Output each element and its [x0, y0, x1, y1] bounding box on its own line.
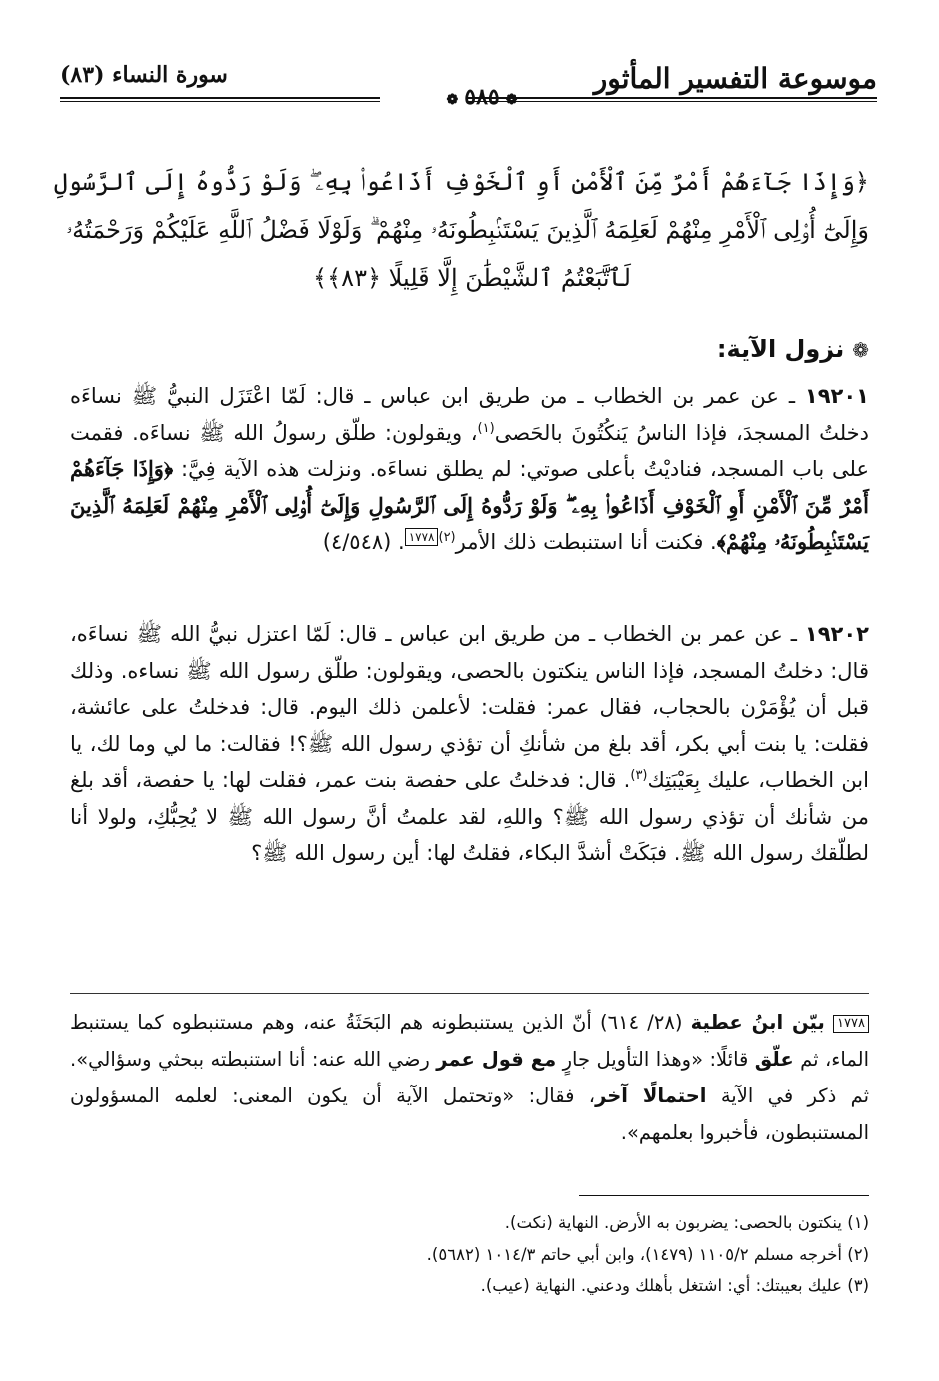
reference-box: ١٧٧٨	[405, 528, 439, 546]
page-number-value: ٥٨٥	[464, 84, 500, 110]
footnote: (٣) عليك بعيبتك: أي: اشتغل بأهلك ودعني. النهاية (عيب).	[480, 1276, 869, 1295]
book-title: موسوعة التفسير المأثور	[593, 62, 877, 95]
narration-text: ـ عن عمر بن الخطاب ـ من طريق ابن عباس ـ قال: لَمّا اعْتَزَل النبيُّ ﷺ نساءَه دخلتُ المسجدَ، فإذا الناسُ يَنكُتُونَ بالحَصى	[70, 384, 869, 445]
ornament-icon: ❁	[446, 92, 459, 108]
commentary-text: ، فقال: «وتحتمل الآية أن يكون المعنى: لعلمه المسؤولون المستنبطون، فأخبروا بعلمهم».	[70, 1084, 869, 1144]
footnote-marker: (٢)	[438, 530, 456, 545]
commentary-author: بيّن ابنُ عطية	[690, 1011, 825, 1034]
verse-line: وَإِلَىٰٓ أُو۟لِى ٱلْأَمْرِ مِنْهُمْ لَعَلِمَهُ ٱلَّذِينَ يَسْتَنۢبِطُونَهُۥ مِنْهُمْ ۗ وَلَوْلَا فَضْلُ ٱللَّهِ عَلَيْكُمْ وَرَحْمَتُهُۥ	[66, 216, 869, 244]
footnotes-divider	[579, 1195, 869, 1196]
verse-line: لَٱتَّبَعْتُمُ ٱلشَّيْطَٰنَ إِلَّا قَلِيلًا ﴿٨٣﴾﴾	[313, 264, 631, 292]
narration-number: ١٩٢٠٢	[804, 622, 869, 646]
reference-box: ١٧٧٨	[833, 1015, 869, 1033]
narration	[70, 616, 869, 872]
verse-line: ﴿وَإِذَا جَآءَهُمْ أَمْرٌ مِّنَ ٱلْأَمْنِ أَوِ ٱلْخَوْفِ أَذَاعُوا۟ بِهِۦ ۖ وَلَوْ رَدُّوهُ إِلَى ٱلرَّسُولِ	[53, 168, 869, 196]
footnote-marker: (١)	[477, 420, 495, 436]
commentary-bold: احتمالًا آخر	[595, 1084, 707, 1107]
footnote: (١) ينكتون بالحصى: يضربون به الأرض. النهاية (نكت).	[504, 1213, 869, 1232]
page-header	[60, 52, 877, 112]
ornament-icon: ❁	[505, 92, 518, 108]
commentary-bold: علّق	[754, 1047, 794, 1071]
narration-text: ـ عن عمر بن الخطاب ـ من طريق ابن عباس ـ قال: لَمّا اعتزل نبيُّ الله ﷺ نساءَه، قال: دخلتُ المسجد، فإذا الناس ينكتون بالحصى، ويقولون: طلّق رسول الله ﷺ نساءه. وذلك قبل أن يُؤْمَرْن بالحجاب، فقال عمر: فقلت: لأعلمن ذلك اليوم. قال: فدخلتُ على عائشة، فقلت: يا بنت أبي بكر، أقد بلغ من شأنكِ أن تؤذي رسول الله ﷺ؟! فقالت: ما لي وما لك، يا ابن الخطاب، عليك بِعَيْبَتِك	[70, 622, 869, 792]
commentary	[70, 1005, 869, 1151]
commentary-text: رضي الله عنه: أنا استنبطته ببحثي وسؤالي». ثم ذكر في الآية	[70, 1047, 869, 1107]
citation: . (٤/٥٤٨)	[322, 530, 405, 554]
quran-verse	[53, 158, 869, 302]
flower-icon: ❁	[852, 338, 869, 362]
narration-text: . قال: فدخلتُ على حفصة بنت عمر، فقلت لها: يا حفصة، أقد بلغ من شأنك أن تؤذي رسول الله ﷺ؟ واللهِ، لقد علمتُ أنَّ رسول الله ﷺ لا يُحِبُّكِ، ولولا أنا لطلّقك رسول الله ﷺ. فبَكَتْ أشدَّ البكاء، فقلتُ لها: أين رسول الله ﷺ؟	[70, 768, 869, 865]
footnotes	[70, 1207, 869, 1302]
quran-quote: ﴿وَإِذَا جَآءَهُمْ أَمْرٌ مِّنَ ٱلْأَمْنِ أَوِ ٱلْخَوْفِ أَذَاعُوا۟ بِهِۦ ۖ وَلَوْ رَدُّوهُ إِلَى ٱلرَّسُولِ وَإِلَىٰٓ أُو۟لِى ٱلْأَمْرِ مِنْهُمْ لَعَلِمَهُ ٱلَّذِينَ يَسْتَنۢبِطُونَهُۥ مِنْهُمْ﴾	[70, 456, 869, 554]
narration-number: ١٩٢٠١	[804, 384, 869, 408]
footnote: (٢) أخرجه مسلم ١١٠٥/٢ (١٤٧٩)، وابن أبي حاتم ١٠١٤/٣ (٥٦٨٢).	[426, 1244, 869, 1264]
narration	[70, 378, 869, 561]
commentary-divider	[70, 993, 869, 994]
commentary-bold: مع قول عمر	[436, 1047, 557, 1071]
narration-text: ، ويقولون: طلّق رسولُ الله ﷺ نساءَه. فقمت على باب المسجد، فناديْتُ بأعلى صوتي: لم يطلق نساءَه. ونزلت هذه الآية فِيَّ:	[70, 420, 869, 481]
section-heading	[717, 335, 869, 363]
page-number	[402, 84, 562, 110]
footnote-marker: (٣)	[630, 768, 648, 783]
surah-title: سورة النساء (٨٣)	[60, 62, 228, 88]
section-heading-text: نزول الآية:	[716, 335, 845, 363]
narration-text: . فكنت أنا استنبطت ذلك الأمر	[455, 530, 717, 554]
commentary-text: أنّ الذين يستنبطونه هم البَحَثَةُ عنه، وهم مستنبطوه كما يستنبط الماء، ثم	[70, 1011, 869, 1071]
commentary-citation: (٢٨/ ٦١٤)	[591, 1011, 691, 1034]
commentary-text: قائلًا: «وهذا التأويل جارٍ	[556, 1047, 755, 1071]
header-rule-left	[60, 97, 380, 102]
